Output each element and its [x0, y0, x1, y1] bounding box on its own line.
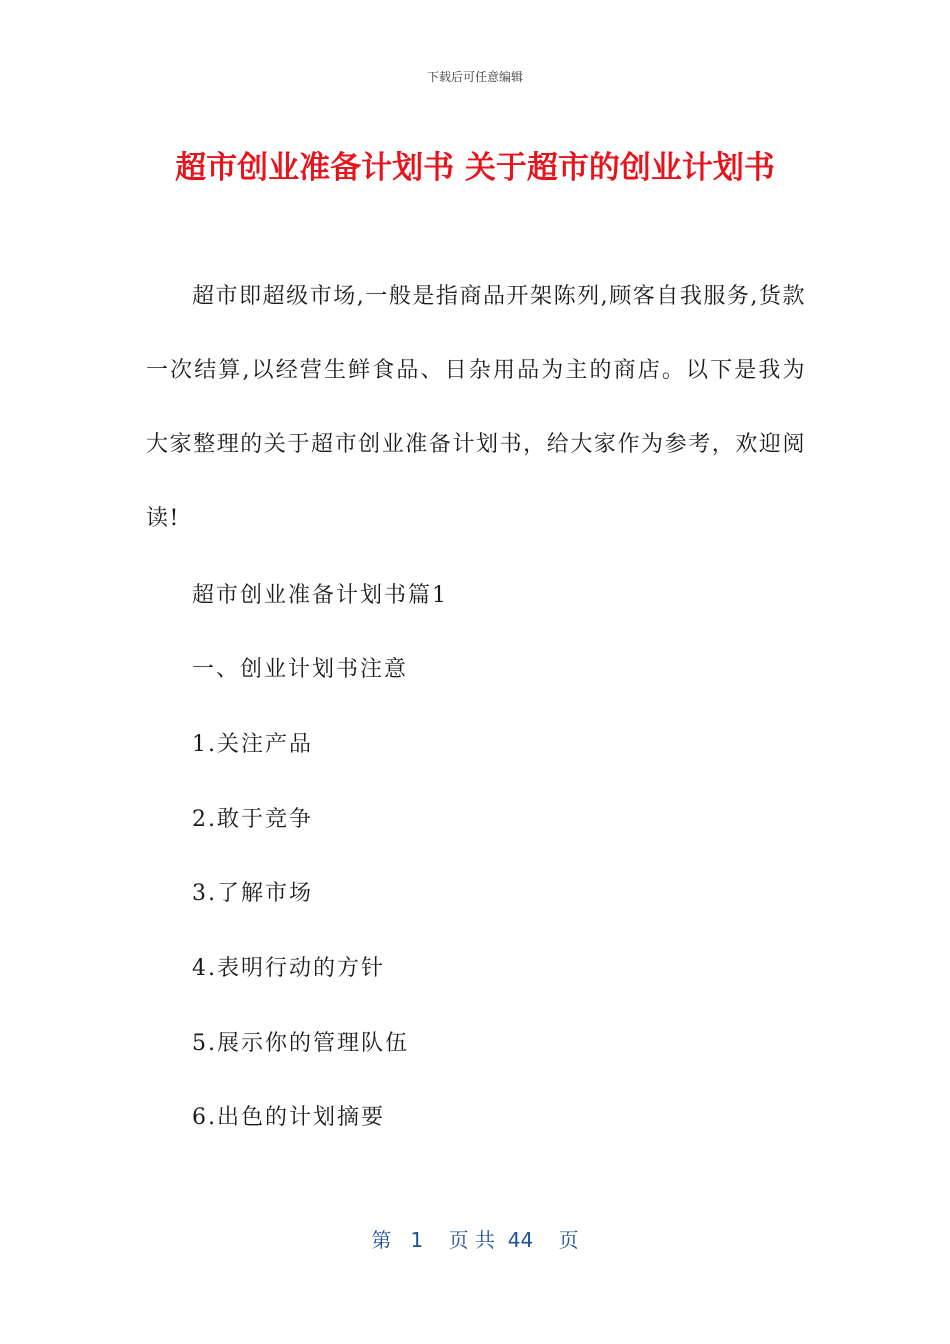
- list-item: 4.表明行动的方针: [192, 956, 385, 981]
- list-item: 6.出色的计划摘要: [192, 1105, 385, 1130]
- footer-prefix: 第: [371, 1228, 392, 1252]
- current-page-number: 1: [410, 1228, 424, 1252]
- subsection-heading: 一、创业计划书注意: [192, 657, 409, 682]
- document-title: 超市创业准备计划书 关于超市的创业计划书: [175, 150, 775, 186]
- list-item: 5.展示你的管理队伍: [192, 1031, 409, 1056]
- intro-paragraph: 超市即超级市场,一般是指商品开架陈列,顾客自我服务,货款一次结算,以经营生鲜食品、日杂用品为主的商店。以下是我为大家整理的关于超市创业准备计划书，给大家作为参考，欢迎阅读!: [146, 284, 806, 531]
- total-pages-number: 44: [507, 1228, 534, 1252]
- footer-mid: 页 共: [448, 1228, 495, 1252]
- header-note: 下载后可任意编辑: [426, 70, 523, 84]
- footer-suffix: 页: [558, 1228, 579, 1252]
- page-footer: [0, 1224, 950, 1253]
- list-item: 2.敢于竞争: [192, 807, 313, 832]
- list-item: 3.了解市场: [192, 881, 313, 906]
- list-item: 1.关注产品: [192, 732, 313, 757]
- section-heading: 超市创业准备计划书篇1: [192, 583, 448, 608]
